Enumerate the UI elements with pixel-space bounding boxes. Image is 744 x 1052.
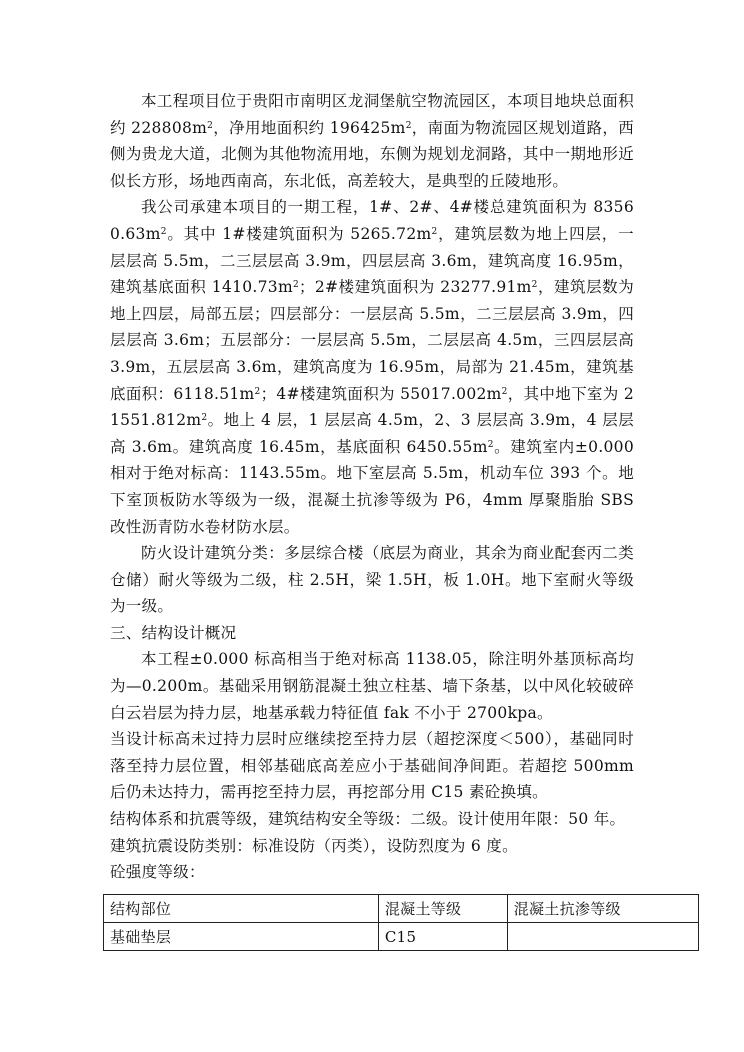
paragraph-overexcavation: 当设计标高未过持力层时应继续挖至持力层（超挖深度＜500），基础同时落至持力层位置，相邻基础底高差应小于基础间净间距。若超挖 500mm 后仍未达持力，需再挖至持力层，再挖部分用 C15 素砼换填。: [110, 730, 634, 802]
section-heading-structure: 三、结构设计概况: [110, 623, 237, 642]
paragraph-fire-classification: 防火设计建筑分类：多层综合楼（底层为商业，其余为商业配套丙二类仓储）耐火等级为二级，柱 2.5H，梁 1.5H，板 1.0H。地下室耐火等级为一级。: [110, 544, 634, 616]
table-header-row: [104, 895, 699, 923]
paragraph-concrete-grade-label: 砼强度等级：: [110, 863, 205, 882]
table-header-cell: 结构部位: [104, 895, 379, 923]
paragraph-seismic-category: 建筑抗震设防类别：标准设防（丙类），设防烈度为 6 度。: [110, 836, 518, 855]
table-header-cell: 混凝土等级: [378, 895, 507, 923]
table-cell: C15: [378, 923, 507, 951]
table-row: [104, 923, 699, 951]
paragraph-foundation: 本工程±0.000 标高相当于绝对标高 1138.05，除注明外基顶标高均为—0.200m。基础采用钢筋混凝土独立柱基、墙下条基，以中风化较破碎白云岩层为持力层，地基承载力特征值 fak 不小于 2700kpa。: [110, 650, 634, 722]
paragraph-project-location: 本工程项目位于贵阳市南明区龙洞堡航空物流园区，本项目地块总面积约 $228808m^2$，净用地面积约 $196425m^2$，南面为物流园区规划道路，西侧为贵龙大道，北侧为其他物流用地，东侧为规划龙洞路，其中一期地形近似长方形，场地西南高，东北低，高差较大，是典型的丘陵地形。: [110, 92, 635, 190]
document-body: [110, 88, 634, 886]
table-header-cell: 混凝土抗渗等级: [507, 895, 698, 923]
table-cell: 基础垫层: [104, 923, 379, 951]
paragraph-structural-safety: 结构体系和抗震等级，建筑结构安全等级：二级。设计使用年限：50 年。: [110, 810, 626, 829]
paragraph-building-areas: 我公司承建本项目的一期工程，1#、2#、4#楼总建筑面积为 $83560.63m^2$。其中 1#楼建筑面积为 $5265.72m^2$，建筑层数为地上四层，一层层高 5.5m，二三层层高 3.9m，四层层高 3.6m，建筑高度 16.95m，建筑基底面积 $1410.73m^2$；2#楼建筑面积为 $23277.91m^2$，建筑层数为地上四层，局部五层；四层部分：一层层高 5.5m，二三层层高 3.9m，四层层高 3.6m；五层部分：一层层高 5.5m，二层层高 4.5m，三四层层高 3.9m，五层层高 3.6m，建筑高度为 16.95m，局部为 21.45m，建筑基底面积：$6118.51m^2$；4#楼建筑面积为 $55017.002m^2$，其中地下室为 $21551.812m^2$。地上 4 层，1 层层高 4.5m，2、3 层层高 3.9m，4 层层高 3.6m。建筑高度 16.45m，基底面积 $6450.55m^2$。建筑室内±0.000 相对于绝对标高：1143.55m。地下室层高 5.5m，机动车位 393 个。地下室顶板防水等级为一级，混凝土抗渗等级为 P6，4mm 厚聚脂胎 SBS 改性沥青防水卷材防水层。: [110, 198, 634, 536]
table-cell: [507, 923, 698, 951]
concrete-grade-table: [103, 894, 699, 951]
